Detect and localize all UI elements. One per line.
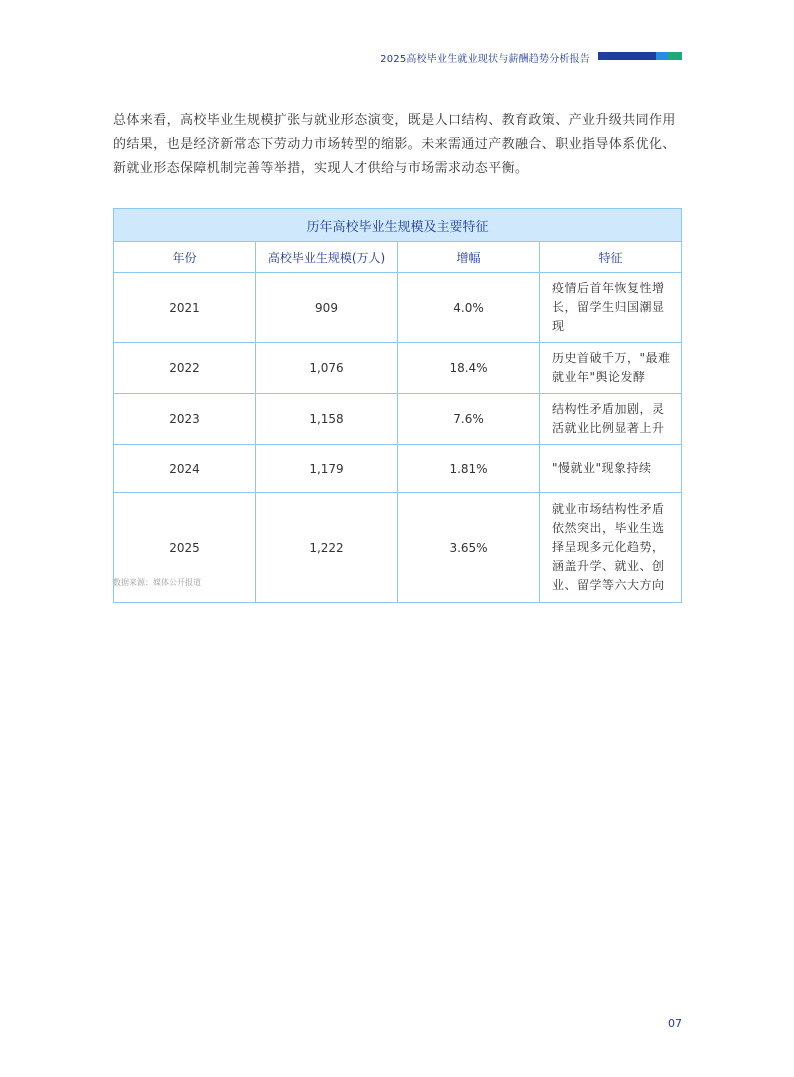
column-header-year: 年份 <box>114 242 256 273</box>
cell-scale: 1,076 <box>256 343 398 394</box>
cell-growth: 1.81% <box>398 445 540 493</box>
cell-year: 2025 <box>114 493 256 603</box>
table-row <box>114 394 682 445</box>
cell-feature: 疫情后首年恢复性增长，留学生归国潮显现 <box>540 273 682 343</box>
cell-feature: 结构性矛盾加剧，灵活就业比例显著上升 <box>540 394 682 445</box>
cell-growth: 4.0% <box>398 273 540 343</box>
cell-growth: 3.65% <box>398 493 540 603</box>
page-number: 07 <box>668 1017 682 1030</box>
intro-paragraph: 总体来看，高校毕业生规模扩张与就业形态演变，既是人口结构、教育政策、产业升级共同作用的结果，也是经济新常态下劳动力市场转型的缩影。未来需通过产教融合、职业指导体系优化、新就业形态保障机制完善等举措，实现人才供给与市场需求动态平衡。 <box>113 113 676 176</box>
cell-scale: 1,158 <box>256 394 398 445</box>
table-row <box>114 343 682 394</box>
cell-growth: 7.6% <box>398 394 540 445</box>
column-header-growth: 增幅 <box>398 242 540 273</box>
cell-scale: 909 <box>256 273 398 343</box>
header-bar-segment-dark-blue <box>598 52 656 60</box>
cell-feature: "慢就业"现象持续 <box>540 445 682 493</box>
header-color-bar <box>598 52 682 60</box>
graduates-table <box>113 208 682 603</box>
cell-year: 2023 <box>114 394 256 445</box>
header-bar-segment-light-blue <box>656 52 668 60</box>
data-source-note: 数据来源：媒体公开报道 <box>113 578 201 587</box>
table-title: 历年高校毕业生规模及主要特征 <box>114 209 682 242</box>
cell-feature: 历史首破千万，"最难就业年"舆论发酵 <box>540 343 682 394</box>
cell-scale: 1,179 <box>256 445 398 493</box>
table-header-row <box>114 242 682 273</box>
header-bar-segment-green <box>668 52 682 60</box>
table-row <box>114 445 682 493</box>
table-row <box>114 273 682 343</box>
cell-growth: 18.4% <box>398 343 540 394</box>
column-header-feature: 特征 <box>540 242 682 273</box>
cell-scale: 1,222 <box>256 493 398 603</box>
cell-year: 2021 <box>114 273 256 343</box>
cell-year: 2022 <box>114 343 256 394</box>
cell-year: 2024 <box>114 445 256 493</box>
column-header-scale: 高校毕业生规模(万人) <box>256 242 398 273</box>
cell-feature: 就业市场结构性矛盾依然突出，毕业生选择呈现多元化趋势，涵盖升学、就业、创业、留学等六大方向 <box>540 493 682 603</box>
header-title: 2025高校毕业生就业现状与薪酬趋势分析报告 <box>380 54 590 65</box>
